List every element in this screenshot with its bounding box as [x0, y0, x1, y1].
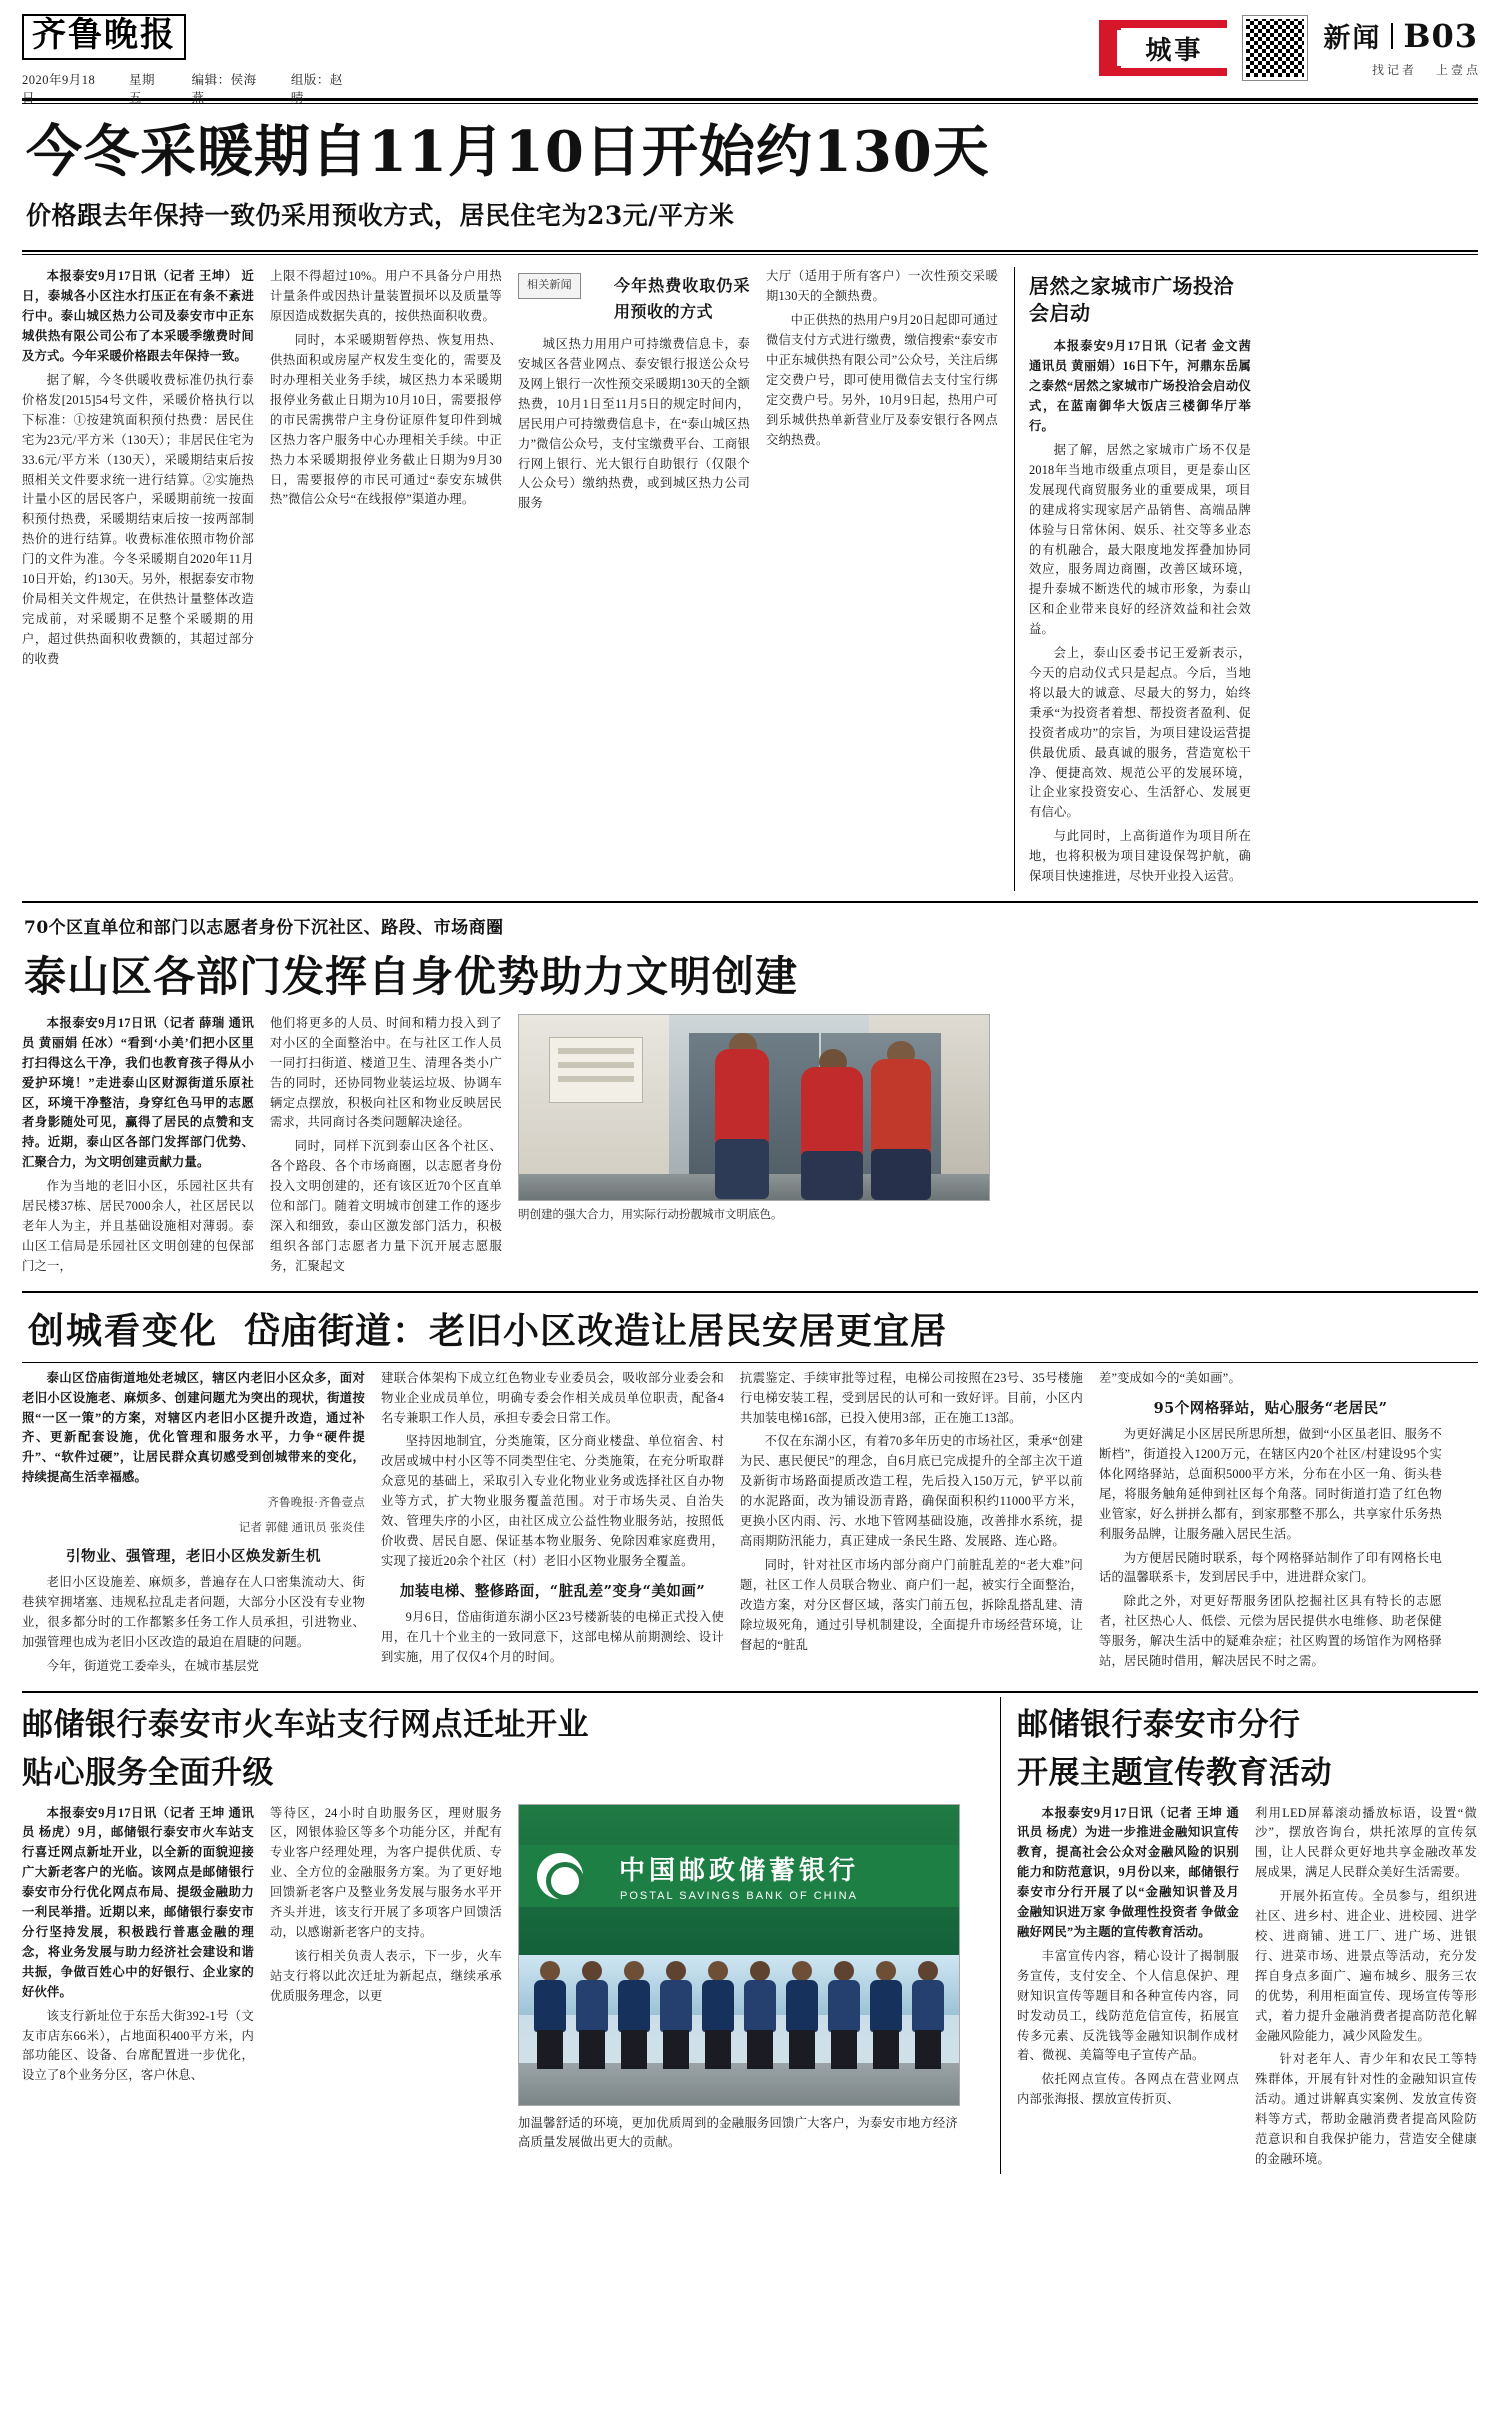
paragraph: 同时，针对社区市场内部分商户门前脏乱差的“老大难”问题，社区工作人员联合物业、商户们一起，被实行全面整治，改造方案，对分区督区域，落实门前五包，拆除乱搭乱建、清除垃圾死角，通过引导机制建设，全面提升市场经营环境，让督起的“脏乱	[740, 1557, 1083, 1652]
sec2-column-1	[22, 1014, 254, 1281]
campaign-column-1	[1017, 1804, 1239, 2174]
psbc-campaign-title-1: 邮储银行泰安市分行	[1017, 1706, 1301, 1743]
masthead-news-line	[1323, 16, 1478, 55]
paragraph: 中正供热的热用户9月20日起即可通过微信支付方式进行缴费，缴信搜索“泰安市中正东城供热有限公司”公众号，关注后绑定交费户号，即可使用微信去支付宝行绑定交费户号。另外，10月9日起，热用户可到乐城供热单新营业厅及泰安银行各网点交纳热费。	[766, 313, 998, 447]
section-kicker: 70个区直单位和部门以志愿者身份下沉社区、路段、市场商圈	[24, 917, 504, 938]
paragraph: 针对老年人、青少年和农民工等特殊群体，开展有针对性的金融知识宣传活动。通过讲解真实案例、发放宣传资料等方式，帮助金融消费者提高风险防范意识和自我保护能力，营造安全健康的金融环境。	[1255, 2052, 1477, 2166]
photo-bank-sign	[519, 1845, 959, 1907]
campaign-column-2	[1255, 1804, 1477, 2174]
paragraph: 本报泰安9月17日讯（记者 王坤） 近日，泰城各小区注水打压正在有条不紊进行中。泰山城区热力公司及泰安市中正东城供热有限公司公布了本采暖季缴费时间及方式。今年采暖价格跟去年保持一致。	[22, 269, 254, 364]
psbc-branch-photo	[518, 1804, 960, 2106]
photo-person	[741, 1961, 779, 2069]
section-rule-1	[22, 901, 1478, 903]
page-code: B03	[1403, 16, 1478, 55]
masthead-meta	[22, 70, 352, 106]
psbc-photo-block	[518, 1804, 960, 2158]
sec3-column-2	[381, 1369, 724, 1681]
psbc-column-3	[518, 2114, 958, 2154]
section-headline: 泰山区各部门发挥自身优势助力文明创建	[24, 951, 799, 1001]
volunteers-photo	[518, 1014, 990, 1201]
photo-person	[909, 1961, 947, 2069]
byline-outlet: 齐鲁晚报·齐鲁壹点	[267, 1497, 365, 1510]
paragraph: 为更好满足小区居民所思所想，做到“小区虽老旧、服务不断档”，街道投入1200万元，在辖区内20个社区/村建设95个实体化网络驿站，总面积5000平方米，分布在小区一角、街头巷尾，将服务触角延伸到社区每个角落。同时街道打造了红色物业管家，好么拼拼么都有，到家那整不那么，共享家什乐务热利服务品牌，让服务融入居民生活。	[1099, 1427, 1442, 1541]
psbc-branch-title-2: 贴心服务全面升级	[22, 1755, 274, 1792]
lead-story-body	[22, 255, 1478, 890]
lead-column-2	[270, 267, 502, 890]
paragraph: 不仅在东湖小区，有着70多年历史的市场社区，秉承“创建为民、惠民便民”的理念，自6月底已完成提升的全部主次干道及新街市场路面提质改造工程，先后投入150万元，铲平以前的水泥路面，改为铺设沥青路，确保面积积约11000平方米，更换小区内雨、污、水地下管网基础设施，改善排水系统，提高雨期防汛能力，真正建成一条民生路、发展路、连心路。	[740, 1434, 1083, 1548]
paragraph: 作为当地的老旧小区，乐园社区共有居民楼37栋、居民7000余人，社区居民以老年人为主，并且基础设施相对薄弱。泰山区工信局是乐园社区文明创建的包保部门之一，	[22, 1179, 254, 1273]
paragraph: 开展外拓宣传。全员参与，组织进社区、进乡村、进企业、进校园、进学校、进商铺、进工厂、进广场、进银行、进菜市场、进景点等活动，充分发挥自身点多面广、遍布城乡、服务三农的优势，利用柜面宣传、现场宣传等形式，着力提升金融消费者提高防范化解金融风险能力，减少风险发生。	[1255, 1889, 1477, 2043]
paragraph: 城区热力用用户可持缴费信息卡，泰安城区各营业网点、泰安银行报送公众号及网上银行一次性预交采暖期130天的全额热费，10月1日至11月5日的规定时间内，居民用户可持缴费信息卡，在“泰山城区热力”微信公众号，支付宝缴费平台、工商银行网上银行、光大银行自助银行（仅限个人公众号）缴纳热费，或到城区热力公司服务	[518, 337, 750, 511]
paragraph: 丰富宣传内容，精心设计了揭制服务宣传，支付安全、个人信息保护、理财知识宣传等题目和各种宣传内容，同时发动员工，线防范危信宣传，拓展宣传多元素、反洗钱等金融知识制作成材着、微视、美篇等电子宣传产品。	[1017, 1948, 1239, 2063]
sidebar-story	[1014, 267, 1251, 890]
paragraph: 同时，本采暖期暂停热、恢复用热、供热面积或房屋产权发生变化的，需要及时办理相关业务手续，城区热力本采暖期报停业务截止日期为10月10日，需要报停的市民需携带户主身份证原件复印件到城区热力客户服务中心办理相关手续。中正热力本采暖期报停业务截止日期为9月30日，需要报停的市民可通过“泰安东城供热”微信公众号“在线报停”渠道办理。	[270, 333, 502, 507]
section-rule-3	[22, 1691, 1478, 1693]
sec3-rule	[22, 1362, 1478, 1363]
bank-name-en: POSTAL SAVINGS BANK OF CHINA	[620, 1889, 858, 1902]
lead-headline: 今冬采暖期自11月10日开始约130天	[26, 119, 990, 185]
photo-person-2-body	[801, 1067, 863, 1157]
newspaper-logo: 齐鲁晚报	[22, 14, 186, 60]
paragraph: 9月6日，岱庙街道东湖小区23号楼新装的电梯正式投入使用，在几十个业主的一致同意下，这部电梯从前期测绘、设计到实施，用了仅仅4个月的时间。	[381, 1610, 724, 1665]
psbc-branch-title-1: 邮储银行泰安市火车站支行网点迁址开业	[22, 1706, 589, 1743]
photo-person	[825, 1961, 863, 2069]
masthead-right	[1099, 14, 1478, 80]
sec3-sub-head-2: 加装电梯、整修路面，“脏乱差”变身“美如画”	[399, 1582, 706, 1600]
section-taishan	[22, 913, 1478, 1281]
issue-date: 2020年9月18日	[22, 72, 96, 105]
paragraph: 本报泰安9月17日讯（记者 王坤 通讯员 杨虎）为进一步推进金融知识宣传教育，提高社会公众对金融风险的识别能力和防范意识，9月份以来，邮储银行泰安市分行开展了以“金融知识普及月 金融知识进万家 争做理性投资者 争做金融好网民”为主题的宣传教育活动。	[1017, 1805, 1239, 1939]
sec3-body	[22, 1369, 1478, 1681]
photo-person-3-body	[871, 1059, 931, 1155]
psbc-column-1	[22, 1804, 254, 2158]
badge-label: 城事	[1121, 28, 1227, 68]
paragraph: 同时，同样下沉到泰山区各个社区、各个路段、各个市场商圈，以志愿者身份投入文明创建的，还有该区近70个区直单位和部门。随着文明城市创建工作的逐步深入和细致，泰山区激发部门活力，积极组织各部门志愿者力量下沉开展志愿服务，汇聚起文	[270, 1139, 502, 1273]
paragraph: 据了解，今冬供暖收费标准仍执行泰价格发[2015]54号文件，采暖价格执行以下标准：①按建筑面积预付热费：居民住宅为23元/平方米（130天）；非居民住宅为33.6元/平方米（130天），采暖期结束后按照相关文件要求统一进行结算。②实施热计量小区的居民客户，采暖期前统一按面积预付热费，采暖期结束后按一按两部制热价的进行结算。收费标准依照市物价部门的文件为准。今冬采暖期自2020年11月10日开始，约130天。另外，根据泰安市物价局相关文件规定，在供热计量整体改造完成前，对采暖期不足整个采暖期的用户，超过供热面积收费额的，其超过部分的收费	[22, 373, 254, 666]
paragraph: 老旧小区设施差、麻烦多，普遍存在人口密集流动大、街巷狭窄拥堵塞、违规私拉乱走者问题，大部分小区没有专业物业，很多都分时的工作都繁多任务工作人员承担，引进物业、加强管理也成为老旧小区改造的最迫在眉睫的问题。	[22, 1575, 365, 1650]
lead-story-header	[22, 104, 1478, 238]
paragraph: 上限不得超过10%。用户不具备分户用热计量条件或因热计量装置损坏以及质量等原因造成数据失真的，按供热面积收费。	[270, 269, 502, 324]
photo-person	[573, 1961, 611, 2069]
sec3-title-row	[28, 1303, 1478, 1354]
masthead-left	[22, 14, 352, 106]
psbc-branch-story	[22, 1697, 982, 2174]
photo-person-2-legs	[801, 1151, 863, 1200]
sec2-column-2	[270, 1014, 502, 1281]
masthead	[22, 14, 1478, 105]
section-body	[22, 1014, 1478, 1281]
bank-name-cn: 中国邮政储蓄银行	[618, 1855, 859, 1886]
paragraph: 等待区，24小时自助服务区，理财服务区，网银体验区等多个功能分区，并配有专业客户经理处理，为客户提供优质、专业、全方位的金融服务方案。为了更好地回馈新老客户及整业务发展与服务水平开齐头并进，该支行开展了多项客户回馈活动，以感谢新老客户的支持。	[270, 1805, 502, 1939]
paragraph: 与此同时，上高街道作为项目所在地，也将积极为项目建设保驾护航，确保项目快速推进，尽快开业投入运营。	[1029, 829, 1251, 884]
paragraph: 除此之外，对更好帮服务团队挖掘社区具有特长的志愿者，社区热心人、低偿、元偿为居民提供水电维修、助老保健等服务，解决生活中的疑难杂症；社区购置的场馆作为网格驿站，居民随时借用，解决居民不时之需。	[1099, 1594, 1442, 1669]
layout-credit: 组版：赵晴	[290, 72, 343, 105]
photo-person	[867, 1961, 905, 2069]
find-reporter-link[interactable]: 找 记 者	[1371, 63, 1414, 77]
section-rule-2	[22, 1291, 1478, 1293]
paragraph: 为方便居民随时联系，每个网格驿站制作了印有网格长电话的温馨联系卡，发到居民手中，进进群众家门。	[1099, 1550, 1442, 1585]
byline-reporter: 记者 郭健 通讯员 张炎佳	[238, 1521, 365, 1534]
sec3-title-left: 创城看变化	[28, 1309, 219, 1352]
paragraph: 据了解，居然之家城市广场不仅是2018年当地市级重点项目，更是泰山区发展现代商贸服务业的重要成果，项目的建成将实现家居产品销售、高端品牌体验与日常休闲、娱乐、社交等多业态的有机融合，最大限度地发挥叠加协同效应，服务周边商圈，改善区域环境，提升泰城不断迭代的城市形象，为泰山区和企业带来良好的经济效益和社会效益。	[1029, 443, 1251, 637]
paragraph: 抗震鉴定、手续审批等过程，电梯公司按照在23号、35号楼施行电梯安装工程，受到居民的认可和一致好评。目前，小区内共加装电梯16部，已投入使用3部，正在施工13部。	[740, 1370, 1083, 1425]
psbc-campaign-title-2: 开展主题宣传教育活动	[1017, 1755, 1332, 1792]
related-news-title: 今年热费收取仍采用预收的方式	[614, 276, 750, 322]
photo-staff-row	[519, 1961, 959, 2069]
photo-poster	[549, 1037, 643, 1103]
psbc-campaign-columns	[1017, 1804, 1477, 2174]
lead-rule	[22, 250, 1478, 255]
photo-person-1-body	[715, 1049, 769, 1145]
sec2-photo-block	[518, 1014, 988, 1281]
paragraph: 本报泰安9月17日讯（记者 金文茜 通讯员 黄丽娟）16日下午，河鼎东岳属之泰然“居然之家城市广场投洽会启动仪式，在蓝南御华大饭店三楼御华厅举行。	[1029, 339, 1251, 434]
issue-weekday: 星期五	[129, 72, 156, 105]
top-point-link[interactable]: 上 壹 点	[1435, 63, 1478, 77]
photo-person	[615, 1961, 653, 2069]
paragraph: 他们将更多的人员、时间和精力投入到了对小区的全面整治中。在与社区工作人员一同打扫街道、楼道卫生、清理各类小广告的同时，还协同物业装运垃圾、协调车辆定点摆放，积极向社区和物业反映居民需求，共同商讨各类问题解决途径。	[270, 1015, 502, 1130]
related-news-tag: 相关新闻	[518, 273, 581, 299]
news-label: 新闻	[1323, 22, 1382, 54]
sidebar-headline: 居然之家城市广场投洽会启动	[1029, 274, 1234, 326]
section-psbc	[22, 1697, 1478, 2174]
paragraph: 大厅（适用于所有客户）一次性预交采暖期130天的全额热费。	[766, 269, 998, 304]
sec3-column-4	[1099, 1369, 1442, 1681]
paragraph: 利用LED屏幕滚动播放标语，设置“微沙”，摆放咨询台，烘托浓厚的宣传氛围，让人民群众更好地共享金融改革发展成果，满足人民群众美好生活需要。	[1255, 1805, 1477, 1880]
photo-person	[699, 1961, 737, 2069]
psbc-column-2	[270, 1804, 502, 2158]
paragraph: 加温馨舒适的环境，更加优质周到的金融服务回馈广大客户，为泰安市地方经济高质量发展做出更大的贡献。	[518, 2115, 958, 2150]
photo-floor	[519, 2063, 959, 2105]
paragraph: 今年，街道党工委牵头，在城市基层党	[46, 1659, 260, 1674]
sec3-sub-head-1: 引物业、强管理，老旧小区焕发新生机	[66, 1547, 321, 1565]
paragraph: 本报泰安9月17日讯（记者 薛瑞 通讯员 黄丽娟 任冰）“看到‘小美’们把小区里打扫得这么干净，我们也教育孩子得从小爱护环境！”走进泰山区财源街道乐原社区，环境干净整洁，身穿红色马甲的志愿者身影随处可见，赢得了居民的点赞和支持。近期，泰山区各部门发挥部门优势、汇聚合力，为文明创建贡献力量。	[22, 1015, 254, 1170]
paragraph: 本报泰安9月17日讯（记者 王坤 通讯员 杨虎）9月，邮储银行泰安市火车站支行喜迁网点新址开业，以全新的面貌迎接广大新老客户的光临。该网点是邮储银行泰安市分行优化网点布局、提级金融助力一利民举措。近期以来，邮储银行泰安市分行坚持发展，积极践行普惠金融的理念，将业务发展与助力经济社会建设和谐共振，争做百姓心中的好银行、企业家的好伙伴。	[22, 1805, 254, 1999]
editor-credit: 编辑：侯海燕	[191, 72, 257, 105]
bank-logo-icon	[537, 1853, 583, 1899]
lead-column-4	[766, 267, 998, 890]
sidebar-body	[1029, 337, 1251, 886]
paragraph: 会上，泰山区委书记王爱新表示，今天的启动仪式只是起点。今后，当地将以最大的诚意、尽最大的努力，始终秉承“为投资者着想、帮投资者盈利、促投资者成功”的宗旨，为项目建设运营提供最优质、最真诚的服务，营造宽松干净、便捷高效、规范公平的发展环境，让企业家投资安心、生活舒心、发展更有信心。	[1029, 646, 1251, 820]
section-badge	[1099, 20, 1227, 76]
section-daimiao	[22, 1303, 1478, 1681]
photo-person	[657, 1961, 695, 2069]
paragraph: 差”变成如今的“美如画”。	[1099, 1370, 1241, 1385]
sec3-sub-head-3: 95个网格驿站，贴心服务“老居民”	[1153, 1399, 1388, 1417]
psbc-campaign-story	[1000, 1697, 1477, 2174]
sec3-column-1	[22, 1369, 365, 1681]
paragraph: 依托网点宣传。各网点在营业网点内部张海报、摆放宣传折页、	[1017, 2072, 1239, 2107]
lead-column-1	[22, 267, 254, 890]
photo-person-1-legs	[715, 1139, 769, 1199]
photo-person	[783, 1961, 821, 2069]
qr-code-icon[interactable]	[1243, 16, 1307, 80]
sec3-title-right: 岱庙街道：老旧小区改造让居民安居更宜居	[244, 1309, 948, 1352]
paragraph: 坚持因地制宜，分类施策，区分商业楼盘、单位宿舍、村改居或城中村小区等不同类型住宅、分类施策，在充分听取群众意见的基础上，采取引入专业化物业业务或选择社区自办物业等方式，扩大物业服务覆盖范围。对于市场失灵、自治失效、管理失序的小区，由社区成立公益性物业服务站，按照低价收费、居民自愿、保证基本物业服务、免除因难家庭费用，实现了接近20余个社区（村）老旧小区物业服务全覆盖。	[381, 1434, 724, 1568]
divider	[1391, 23, 1393, 49]
paragraph: 该行相关负责人表示，下一步，火车站支行将以此次迁址为新起点，继续承承优质服务理念，以更	[270, 1948, 502, 2003]
photo-caption: 明创建的强大合力，用实际行动扮靓城市文明底色。	[518, 1208, 783, 1221]
sec3-column-3	[740, 1369, 1083, 1681]
paragraph: 泰山区岱庙街道地处老城区，辖区内老旧小区众多，面对老旧小区设施老、麻烦多、创建问题尤为突出的现状，街道按照“一区一策”的方案，对辖区内老旧小区提升改造，通过补齐、更新配套设施，优化管理和服务水平，力争“硬件提升”、“软件过硬”，让居民群众真切感受到创城带来的变化，持续提高生活幸福感。	[22, 1370, 365, 1485]
masthead-news-block	[1323, 16, 1478, 77]
lead-column-3	[518, 267, 750, 890]
lead-subhead: 价格跟去年保持一致仍采用预收方式，居民住宅为23元/平方米	[26, 201, 735, 231]
photo-person	[531, 1961, 569, 2069]
paragraph: 该支行新址位于东岳大街392-1号（文友市店东66米），占地面积400平方米，内部功能区、设备、台席配置进一步优化，设立了8个业务分区，客户休息、	[22, 2008, 254, 2083]
paragraph: 建联合体架构下成立红色物业专业委员会，吸收部分业委会和物业企业成员单位，明确专委会作相关成员单位职责，配备4名专兼职工作人员，承担专委会日常工作。	[381, 1370, 724, 1425]
photo-person-3-legs	[871, 1149, 931, 1200]
masthead-links	[1323, 64, 1478, 77]
psbc-branch-columns	[22, 1804, 982, 2158]
